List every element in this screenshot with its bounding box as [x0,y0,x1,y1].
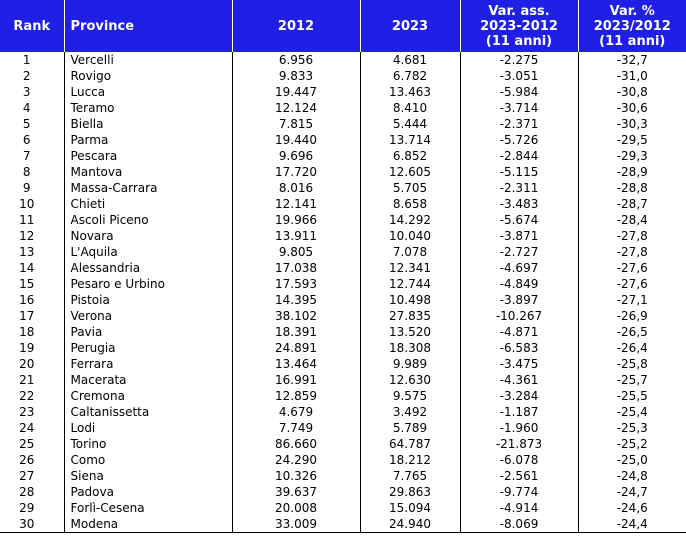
cell-var-ass: -8.069 [460,516,578,533]
cell-var-pct: -25,8 [616,357,648,371]
cell-var-ass: -21.873 [460,436,578,452]
cell-var-pct: -24,6 [616,501,648,515]
cell-province: Pescara [64,148,232,164]
table-row [0,372,686,388]
cell-rank: 30 [0,516,64,533]
cell-2023: 64.787 [360,436,460,452]
cell-province: Caltanissetta [64,404,232,420]
table-row [0,452,686,468]
cell-var-pct: -30,3 [616,117,648,131]
table-row [0,132,686,148]
cell-var-pct: -27,8 [616,229,648,243]
table-row [0,516,686,533]
table-row [0,468,686,484]
cell-rank: 15 [0,276,64,292]
cell-var-ass: -10.267 [460,308,578,324]
cell-var-ass: -4.871 [460,324,578,340]
cell-province: Macerata [64,372,232,388]
cell-2023: 4.681 [360,52,460,68]
header-var-pct-line1: Var. % [609,3,655,19]
table-row [0,484,686,500]
cell-rank: 16 [0,292,64,308]
header-var-pct [578,0,686,52]
cell-rank: 22 [0,388,64,404]
header-rank: Rank [0,0,64,52]
cell-var-pct: -32,7 [616,53,648,67]
table-row [0,244,686,260]
cell-province: Cremona [64,388,232,404]
table-row [0,212,686,228]
cell-var-ass: -9.774 [460,484,578,500]
cell-var-ass: -1.960 [460,420,578,436]
table-row [0,164,686,180]
table-row [0,100,686,116]
cell-var-ass: -2.727 [460,244,578,260]
table-header-row [0,0,686,52]
cell-2012: 9.805 [232,244,360,260]
cell-province: Como [64,452,232,468]
table-row [0,228,686,244]
cell-rank: 11 [0,212,64,228]
table-row [0,148,686,164]
cell-2023: 15.094 [360,500,460,516]
cell-var-ass: -3.871 [460,228,578,244]
cell-province: Ascoli Piceno [64,212,232,228]
cell-2023: 6.782 [360,68,460,84]
cell-rank: 7 [0,148,64,164]
cell-2012: 7.815 [232,116,360,132]
cell-rank: 9 [0,180,64,196]
cell-rank: 13 [0,244,64,260]
cell-2012: 7.749 [232,420,360,436]
cell-province: Rovigo [64,68,232,84]
cell-2012: 6.956 [232,52,360,68]
cell-rank: 24 [0,420,64,436]
cell-2023: 12.630 [360,372,460,388]
cell-province: Verona [64,308,232,324]
cell-province: Biella [64,116,232,132]
cell-var-pct: -26,5 [616,325,648,339]
table-row [0,52,686,68]
cell-2023: 29.863 [360,484,460,500]
cell-rank: 6 [0,132,64,148]
cell-2012: 86.660 [232,436,360,452]
cell-var-ass: -4.914 [460,500,578,516]
cell-2023: 5.705 [360,180,460,196]
table-row [0,180,686,196]
table-row [0,436,686,452]
cell-2012: 24.290 [232,452,360,468]
cell-2023: 24.940 [360,516,460,533]
cell-var-ass: -5.726 [460,132,578,148]
cell-province: Chieti [64,196,232,212]
cell-var-ass: -3.714 [460,100,578,116]
cell-2012: 19.966 [232,212,360,228]
cell-var-ass: -4.849 [460,276,578,292]
cell-2023: 10.040 [360,228,460,244]
cell-var-pct: -24,8 [616,469,648,483]
cell-province: Torino [64,436,232,452]
cell-2012: 38.102 [232,308,360,324]
cell-2012: 4.679 [232,404,360,420]
table-body [0,52,686,533]
cell-var-pct: -25,0 [616,453,648,467]
cell-province: Alessandria [64,260,232,276]
table-row [0,308,686,324]
cell-var-ass: -2.371 [460,116,578,132]
cell-var-ass: -4.697 [460,260,578,276]
cell-2023: 14.292 [360,212,460,228]
cell-2012: 13.464 [232,356,360,372]
table-row [0,260,686,276]
cell-var-pct: -27,8 [616,245,648,259]
cell-2012: 39.637 [232,484,360,500]
cell-var-ass: -2.275 [460,52,578,68]
cell-var-pct: -24,4 [578,516,686,533]
cell-province: Perugia [64,340,232,356]
cell-var-pct: -25,3 [616,421,648,435]
table-row [0,292,686,308]
cell-2012: 17.720 [232,164,360,180]
cell-rank: 17 [0,308,64,324]
header-var-pct-line3: (11 anni) [599,33,666,49]
cell-var-ass: -3.897 [460,292,578,308]
header-var-ass [460,0,578,52]
cell-var-ass: -2.844 [460,148,578,164]
cell-rank: 8 [0,164,64,180]
cell-rank: 5 [0,116,64,132]
cell-2012: 18.391 [232,324,360,340]
cell-var-pct: -25,5 [616,389,648,403]
cell-2023: 6.852 [360,148,460,164]
cell-rank: 12 [0,228,64,244]
header-var-ass-line3: (11 anni) [485,33,553,49]
cell-2023: 18.212 [360,452,460,468]
cell-var-ass: -3.475 [460,356,578,372]
cell-2023: 8.410 [360,100,460,116]
cell-2012: 20.008 [232,500,360,516]
cell-province: Siena [64,468,232,484]
cell-2023: 8.658 [360,196,460,212]
cell-var-pct: -25,4 [616,405,648,419]
cell-var-ass: -6.078 [460,452,578,468]
cell-province: Pesaro e Urbino [64,276,232,292]
cell-2023: 13.520 [360,324,460,340]
table-row [0,84,686,100]
cell-rank: 28 [0,484,64,500]
table-row [0,196,686,212]
cell-province: Parma [64,132,232,148]
cell-2023: 13.714 [360,132,460,148]
cell-var-ass: -2.311 [460,180,578,196]
cell-2023: 7.078 [360,244,460,260]
cell-2023: 18.308 [360,340,460,356]
cell-var-ass: -2.561 [460,468,578,484]
table-row [0,276,686,292]
cell-rank: 20 [0,356,64,372]
cell-2012: 24.891 [232,340,360,356]
cell-rank: 27 [0,468,64,484]
cell-province: Teramo [64,100,232,116]
cell-2023: 13.463 [360,84,460,100]
cell-rank: 21 [0,372,64,388]
cell-2012: 33.009 [232,516,360,533]
cell-var-ass: -3.483 [460,196,578,212]
cell-var-pct: -28,8 [616,181,648,195]
cell-2023: 9.989 [360,356,460,372]
cell-var-pct: -27,1 [616,293,648,307]
cell-province: L'Aquila [64,244,232,260]
cell-2012: 9.696 [232,148,360,164]
cell-var-pct: -26,4 [616,341,648,355]
cell-2023: 5.444 [360,116,460,132]
header-var-ass-line1: Var. ass. [488,3,550,19]
cell-2023: 10.498 [360,292,460,308]
cell-var-ass: -3.051 [460,68,578,84]
cell-2012: 12.141 [232,196,360,212]
cell-2012: 10.326 [232,468,360,484]
cell-2023: 12.605 [360,164,460,180]
table-row [0,324,686,340]
cell-rank: 18 [0,324,64,340]
cell-var-ass: -1.187 [460,404,578,420]
cell-rank: 1 [0,52,64,68]
cell-rank: 23 [0,404,64,420]
cell-rank: 14 [0,260,64,276]
cell-var-ass: -3.284 [460,388,578,404]
cell-rank: 26 [0,452,64,468]
table-row [0,116,686,132]
cell-2023: 12.341 [360,260,460,276]
cell-rank: 4 [0,100,64,116]
header-2023: 2023 [360,0,460,52]
cell-2023: 9.575 [360,388,460,404]
cell-2012: 8.016 [232,180,360,196]
cell-2012: 14.395 [232,292,360,308]
cell-province: Lodi [64,420,232,436]
cell-var-ass: -4.361 [460,372,578,388]
table-row [0,68,686,84]
cell-2012: 16.991 [232,372,360,388]
cell-rank: 25 [0,436,64,452]
header-var-ass-line2: 2023-2012 [480,18,558,34]
table-row [0,388,686,404]
cell-2023: 7.765 [360,468,460,484]
cell-2023: 3.492 [360,404,460,420]
cell-var-pct: -25,7 [616,373,648,387]
cell-province: Ferrara [64,356,232,372]
cell-rank: 3 [0,84,64,100]
cell-2012: 17.593 [232,276,360,292]
header-2012: 2012 [232,0,360,52]
cell-province: Mantova [64,164,232,180]
cell-province: Vercelli [64,52,232,68]
cell-province: Forlì-Cesena [64,500,232,516]
cell-var-pct: -27,6 [616,277,648,291]
table-row [0,500,686,516]
cell-var-pct: -31,0 [616,69,648,83]
cell-var-pct: -29,5 [616,133,648,147]
cell-var-pct: -25,2 [616,437,648,451]
cell-var-pct: -28,4 [616,213,648,227]
cell-2012: 19.447 [232,84,360,100]
cell-rank: 10 [0,196,64,212]
cell-var-pct: -29,3 [616,149,648,163]
cell-2023: 5.789 [360,420,460,436]
cell-rank: 19 [0,340,64,356]
cell-province: Pistoia [64,292,232,308]
cell-var-pct: -30,8 [616,85,648,99]
cell-var-pct: -24,7 [616,485,648,499]
cell-2023: 27.835 [360,308,460,324]
cell-2012: 13.911 [232,228,360,244]
cell-2023: 12.744 [360,276,460,292]
cell-rank: 2 [0,68,64,84]
cell-2012: 12.124 [232,100,360,116]
cell-province: Modena [64,516,232,533]
cell-province: Lucca [64,84,232,100]
cell-province: Pavia [64,324,232,340]
header-province: Province [64,0,232,52]
cell-rank: 29 [0,500,64,516]
cell-var-pct: -30,6 [616,101,648,115]
cell-2012: 17.038 [232,260,360,276]
cell-var-ass: -5.984 [460,84,578,100]
cell-var-pct: -27,6 [616,261,648,275]
cell-province: Padova [64,484,232,500]
cell-province: Massa-Carrara [64,180,232,196]
cell-2012: 12.859 [232,388,360,404]
cell-var-ass: -6.583 [460,340,578,356]
table-row [0,420,686,436]
table-row [0,356,686,372]
cell-var-pct: -28,7 [616,197,648,211]
cell-var-ass: -5.115 [460,164,578,180]
cell-var-pct: -28,9 [616,165,648,179]
cell-var-pct: -26,9 [616,309,648,323]
cell-province: Novara [64,228,232,244]
header-var-pct-line2: 2023/2012 [593,18,671,34]
cell-2012: 9.833 [232,68,360,84]
table-row [0,340,686,356]
cell-2012: 19.440 [232,132,360,148]
table-row [0,404,686,420]
cell-var-ass: -5.674 [460,212,578,228]
